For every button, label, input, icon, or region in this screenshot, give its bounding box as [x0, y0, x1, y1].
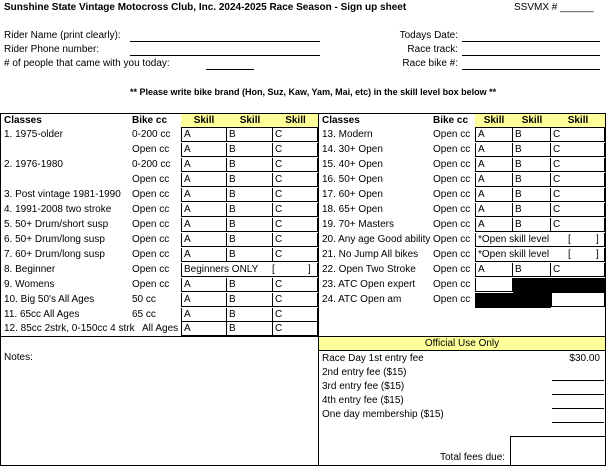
race-track-line[interactable]	[462, 55, 600, 56]
bike-cc-header-left: Bike cc	[132, 115, 168, 126]
skill-box-c[interactable]: C	[273, 218, 318, 232]
skill-box-c[interactable]: C	[273, 248, 318, 262]
skill-box-c[interactable]: C	[273, 158, 318, 172]
skill-box-c[interactable]: C	[551, 188, 605, 202]
class-cc: Open cc	[433, 264, 471, 275]
race-bike-label: Race bike #:	[402, 58, 458, 69]
skill-header-left-a: Skill	[193, 115, 215, 126]
skill-box-a[interactable]: A	[475, 173, 513, 187]
skill-box-b[interactable]: B	[227, 322, 273, 336]
skill-box-b[interactable]: B	[227, 158, 273, 172]
skill-box-a[interactable]: A	[475, 203, 513, 217]
skill-box-b[interactable]: B	[227, 173, 273, 187]
skill-box-a[interactable]: A	[181, 248, 227, 262]
class-cc: Open cc	[433, 129, 471, 140]
rider-phone-label: Rider Phone number:	[4, 44, 100, 55]
fee-label: 4th entry fee ($15)	[322, 395, 404, 406]
class-name: 22. Open Two Stroke	[322, 264, 416, 275]
fee-amount: $30.00	[569, 353, 600, 364]
skill-box-c[interactable]: C	[273, 322, 318, 336]
skill-box-c[interactable]: C	[551, 173, 605, 187]
blocked-skill-cell	[475, 293, 551, 308]
class-cc: Open cc	[433, 204, 471, 215]
skill-box-a[interactable]: A	[181, 218, 227, 232]
bracket-open: [	[568, 249, 571, 260]
class-name	[2, 143, 130, 157]
total-box-top	[510, 436, 606, 437]
skill-box-c[interactable]: C	[273, 143, 318, 157]
skill-box-b[interactable]: B	[513, 173, 551, 187]
class-cc: Open cc	[433, 159, 471, 170]
skill-box-a[interactable]: A	[475, 263, 513, 277]
classes-header-right: Classes	[322, 115, 360, 126]
class-name: 2. 1976-1980	[4, 159, 63, 170]
instruction-text: ** Please write bike brand (Hon, Suz, Kaw, Yam, Mai, etc) in the skill level box below **	[130, 87, 497, 97]
skill-box-b[interactable]: B	[227, 293, 273, 307]
class-name: 13. Modern	[322, 129, 373, 140]
skill-box-b[interactable]: B	[513, 218, 551, 232]
fee-label: 2nd entry fee ($15)	[322, 367, 407, 378]
open-skill-box[interactable]	[475, 248, 605, 262]
skill-box-a[interactable]: A	[181, 308, 227, 322]
class-name: 5. 50+ Drum/short susp	[4, 219, 109, 230]
fee-amount-line[interactable]	[552, 408, 604, 409]
class-cc: All Ages	[142, 323, 179, 334]
class-cc: 0-200 cc	[132, 159, 171, 170]
class-name: 4. 1991-2008 two stroke	[4, 204, 112, 215]
skill-box-a[interactable]: A	[181, 233, 227, 247]
class-cc: Open cc	[132, 144, 170, 155]
bracket-open: [	[568, 234, 571, 245]
class-cc: Open cc	[433, 174, 471, 185]
beginner-only-text: Beginners ONLY	[184, 264, 259, 275]
fee-amount-line[interactable]	[552, 380, 604, 381]
bike-cc-header-right: Bike cc	[433, 115, 469, 126]
skill-box-b[interactable]: B	[227, 188, 273, 202]
skill-box-b[interactable]: B	[513, 203, 551, 217]
skill-box-c[interactable]: C	[551, 203, 605, 217]
ssvmx-number-label: SSVMX # ______	[514, 2, 594, 13]
todays-date-label: Todays Date:	[399, 30, 458, 41]
skill-box-b[interactable]: B	[227, 203, 273, 217]
class-cc: Open cc	[132, 279, 170, 290]
bracket-open: [	[272, 264, 275, 275]
skill-header-right-c: Skill	[567, 115, 589, 126]
skill-box-a[interactable]: A	[181, 188, 227, 202]
open-skill-text: *Open skill level	[478, 249, 550, 260]
skill-box-a[interactable]: A	[181, 293, 227, 307]
class-cc: 65 cc	[132, 309, 156, 320]
skill-box-b[interactable]: B	[513, 263, 551, 277]
table-right-border	[605, 113, 606, 466]
skill-box-a[interactable]: A	[181, 278, 227, 292]
skill-box-c[interactable]: C	[273, 188, 318, 202]
skill-box-b[interactable]: B	[513, 188, 551, 202]
class-name: 9. Womens	[4, 279, 55, 290]
total-fees-box[interactable]	[512, 438, 604, 464]
skill-box-b[interactable]: B	[227, 248, 273, 262]
table-left-border	[0, 113, 1, 466]
skill-box-c[interactable]: C	[551, 218, 605, 232]
sheet-title: Sunshine State Vintage Motocross Club, Inc. 2024-2025 Race Season - Sign up sheet	[4, 2, 407, 13]
skill-box-c[interactable]: C	[551, 128, 605, 142]
official-use-title: Official Use Only	[424, 338, 500, 349]
class-name: 10. Big 50's All Ages	[4, 294, 95, 305]
class-cc: Open cc	[132, 264, 170, 275]
atc-expert-skill-box[interactable]	[475, 278, 513, 292]
class-name: 20. Any age Good ability	[322, 234, 431, 245]
class-name: 15. 40+ Open	[322, 159, 383, 170]
open-skill-box[interactable]	[475, 233, 605, 247]
bracket-close: ]	[596, 249, 599, 260]
todays-date-line[interactable]	[462, 41, 600, 42]
table-middle-divider	[318, 113, 319, 466]
class-name: 11. 65cc All Ages	[4, 309, 80, 320]
official-title-line	[319, 350, 605, 351]
class-name: 12. 85cc 2strk, 0-150cc 4 strk	[4, 323, 135, 334]
skill-box-c[interactable]: C	[551, 263, 605, 277]
skill-box-c[interactable]: C	[273, 173, 318, 187]
class-cc: 0-200 cc	[132, 129, 171, 140]
bracket-close: ]	[596, 234, 599, 245]
class-cc: Open cc	[433, 294, 471, 305]
skill-box-a[interactable]: A	[475, 158, 513, 172]
skill-box-a[interactable]: A	[181, 143, 227, 157]
skill-box-a[interactable]: A	[181, 128, 227, 142]
skill-header-right-a: Skill	[483, 115, 505, 126]
total-box-left	[510, 436, 511, 466]
class-cc: Open cc	[433, 189, 471, 200]
skill-box-c[interactable]: C	[273, 128, 318, 142]
class-name	[2, 173, 130, 187]
skill-box-b[interactable]: B	[513, 158, 551, 172]
bracket-close: ]	[308, 264, 311, 275]
skill-box-a[interactable]: A	[475, 218, 513, 232]
skill-header-right-b: Skill	[521, 115, 543, 126]
people-count-label: # of people that came with you today:	[4, 58, 170, 69]
class-cc: Open cc	[433, 219, 471, 230]
notes-area[interactable]	[2, 366, 316, 464]
class-name: 18. 65+ Open	[322, 204, 383, 215]
class-name: 7. 60+ Drum/long susp	[4, 249, 105, 260]
class-cc: 50 cc	[132, 294, 156, 305]
fee-label: 3rd entry fee ($15)	[322, 381, 405, 392]
class-cc: Open cc	[132, 204, 170, 215]
total-fees-label: Total fees due:	[440, 452, 506, 463]
class-cc: Open cc	[132, 249, 170, 260]
beginner-skill-box[interactable]	[181, 263, 318, 277]
class-name: 1. 1975-older	[4, 129, 63, 140]
class-cc: Open cc	[433, 144, 471, 155]
skill-box-b[interactable]: B	[227, 143, 273, 157]
class-name: 17. 60+ Open	[322, 189, 383, 200]
skill-box-b[interactable]: B	[227, 278, 273, 292]
open-skill-text: *Open skill level	[478, 234, 550, 245]
skill-box-a[interactable]: A	[475, 143, 513, 157]
race-bike-line[interactable]	[462, 69, 600, 70]
class-name: 23. ATC Open expert	[322, 279, 416, 290]
skill-header-left-b: Skill	[239, 115, 261, 126]
class-name: 19. 70+ Masters	[322, 219, 394, 230]
skill-box-b[interactable]: B	[227, 308, 273, 322]
skill-box-b[interactable]: B	[227, 233, 273, 247]
skill-box-c[interactable]: C	[551, 143, 605, 157]
skill-box-a[interactable]: A	[181, 158, 227, 172]
skill-box-a[interactable]: A	[181, 173, 227, 187]
table-bottom-border	[0, 465, 606, 466]
fee-label: Race Day 1st entry fee	[322, 353, 424, 364]
skill-box-b[interactable]: B	[513, 128, 551, 142]
skill-box-c[interactable]: C	[273, 293, 318, 307]
skill-box-c[interactable]: C	[273, 233, 318, 247]
class-name: 8. Beginner	[4, 264, 56, 275]
skill-box-a[interactable]: A	[475, 128, 513, 142]
fee-amount-line[interactable]	[552, 394, 604, 395]
fee-amount-line[interactable]	[552, 422, 604, 423]
atc-am-skill-box[interactable]	[551, 293, 605, 307]
class-name: 16. 50+ Open	[322, 174, 383, 185]
class-name: 21. No Jump All bikes	[322, 249, 419, 260]
skill-box-c[interactable]: C	[551, 158, 605, 172]
class-name: 14. 30+ Open	[322, 144, 383, 155]
skill-box-c[interactable]: C	[273, 278, 318, 292]
class-name: 6. 50+ Drum/long susp	[4, 234, 105, 245]
rider-phone-line[interactable]	[130, 55, 320, 56]
class-cc: Open cc	[132, 219, 170, 230]
class-cc: Open cc	[132, 189, 170, 200]
skill-box-b[interactable]: B	[227, 218, 273, 232]
skill-box-a[interactable]: A	[475, 188, 513, 202]
skill-header-left-c: Skill	[285, 115, 306, 126]
skill-box-a[interactable]: A	[181, 322, 227, 336]
skill-box-c[interactable]: C	[273, 308, 318, 322]
skill-box-b[interactable]: B	[227, 128, 273, 142]
class-cc: Open cc	[433, 234, 471, 245]
rider-name-line[interactable]	[130, 41, 320, 42]
race-track-label: Race track:	[407, 44, 458, 55]
class-cc: Open cc	[433, 249, 471, 260]
class-name: 24. ATC Open am	[322, 294, 402, 305]
notes-label: Notes:	[4, 352, 33, 363]
rider-name-label: Rider Name (print clearly):	[4, 30, 121, 41]
class-cc: Open cc	[433, 279, 471, 290]
class-name: 3. Post vintage 1981-1990	[4, 189, 121, 200]
blocked-skill-cell	[513, 278, 605, 293]
skill-box-a[interactable]: A	[181, 203, 227, 217]
class-cc: Open cc	[132, 234, 170, 245]
skill-box-b[interactable]: B	[513, 143, 551, 157]
classes-header-left: Classes	[4, 115, 42, 126]
class-cc: Open cc	[132, 174, 170, 185]
skill-box-c[interactable]: C	[273, 203, 318, 217]
people-count-line[interactable]	[206, 69, 254, 70]
fee-label: One day membership ($15)	[322, 409, 444, 420]
